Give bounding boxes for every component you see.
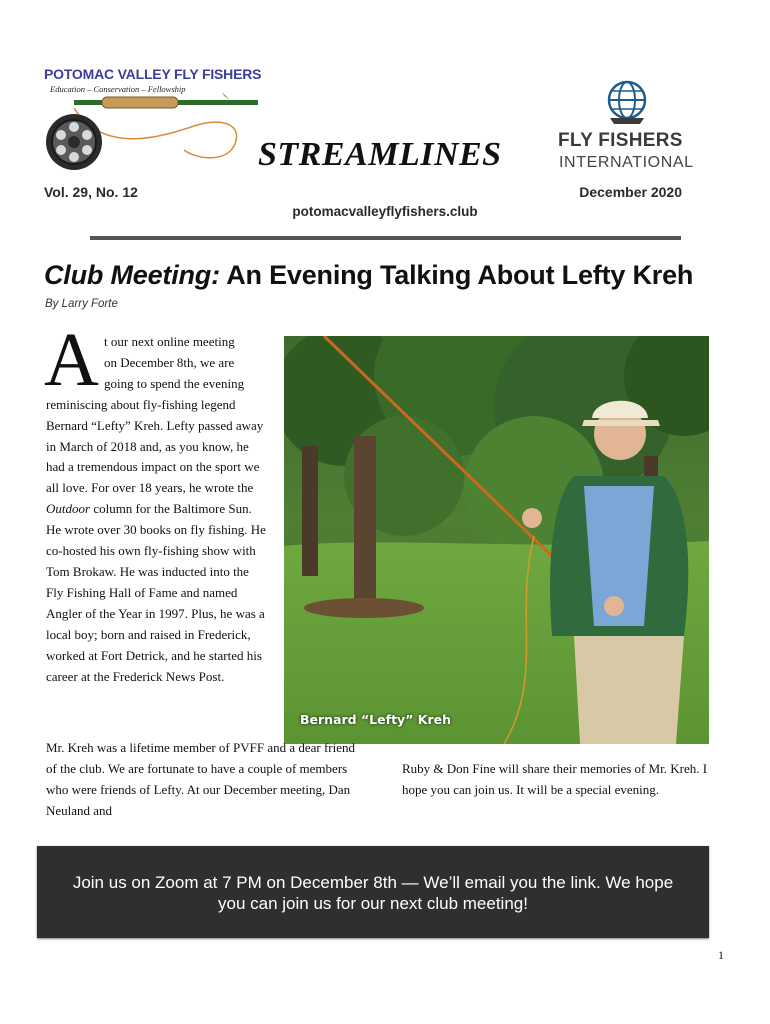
article-title	[44, 260, 693, 291]
ffi-logo	[556, 78, 702, 176]
article-continuation-right: Ruby & Don Fine will share their memories of Mr. Kreh. I hope you can join us. It will be a special evening.	[402, 761, 708, 797]
article-continuation-left: Mr. Kreh was a lifetime member of PVFF and a dear friend of the club. We are fortunate to have a couple of members who were friends of Lefty. At our December meeting, Dan Neuland and	[46, 740, 356, 818]
article-title-lead: Club Meeting:	[44, 260, 220, 290]
column-body-a: reminiscing about fly-fishing legend Bernard “Lefty” Kreh. Lefty passed away in March of 2018 and, as you know, he had a tremendous impact on the sport we all love. For over 18 years, he wrote the	[46, 396, 264, 496]
column-line-2: on December 8th, we are	[104, 354, 235, 370]
header-divider	[90, 236, 681, 240]
volume-number: Vol. 29, No. 12	[44, 184, 138, 200]
article-title-main: An Evening Talking About Lefty Kreh	[219, 260, 694, 290]
page-number: 1	[718, 948, 724, 962]
callout-text: Join us on Zoom at 7 PM on December 8th — We’ll email you the link. We hope you can join us for our next club meeting!	[72, 873, 674, 913]
globe-icon	[606, 80, 648, 126]
partner-name: FLY FISHERS	[558, 130, 683, 151]
newsletter-title: STREAMLINES	[258, 136, 502, 173]
drop-cap: A	[44, 318, 99, 402]
pvff-logo	[44, 66, 260, 170]
column-body-emphasis: Outdoor	[46, 501, 91, 517]
fly-reel-icon	[44, 86, 260, 170]
article-column-text	[46, 332, 268, 687]
column-line-1: t our next online meeting	[104, 334, 235, 349]
partner-name-secondary: INTERNATIONAL	[559, 154, 694, 171]
zoom-callout-box	[37, 846, 709, 938]
club-tagline: Education – Conservation – Fellowship	[50, 84, 186, 94]
photo-caption: Bernard “Lefty” Kreh	[300, 712, 451, 727]
article-photo	[284, 336, 709, 744]
byline: By Larry Forte	[45, 298, 118, 310]
column-body-b: column for the Baltimore Sun. He wrote over 30 books on fly fishing. He co-hosted his own fly-fishing show with Tom Brokaw. He was inducted into the Fly Fishing Hall of Fame and named Angler of the Year in 1997. Plus, he was a local boy; born and raised in Frederick, worked at Fort Detrick, and he started his career at the Frederick News Post.	[46, 501, 266, 684]
club-name: POTOMAC VALLEY FLY FISHERS	[44, 66, 262, 82]
website-link[interactable]: potomacvalleyflyfishers.club	[292, 204, 478, 219]
issue-date: December 2020	[579, 184, 682, 200]
angler-photo-image	[284, 336, 709, 744]
column-line-3: going to spend the evening	[104, 375, 245, 391]
